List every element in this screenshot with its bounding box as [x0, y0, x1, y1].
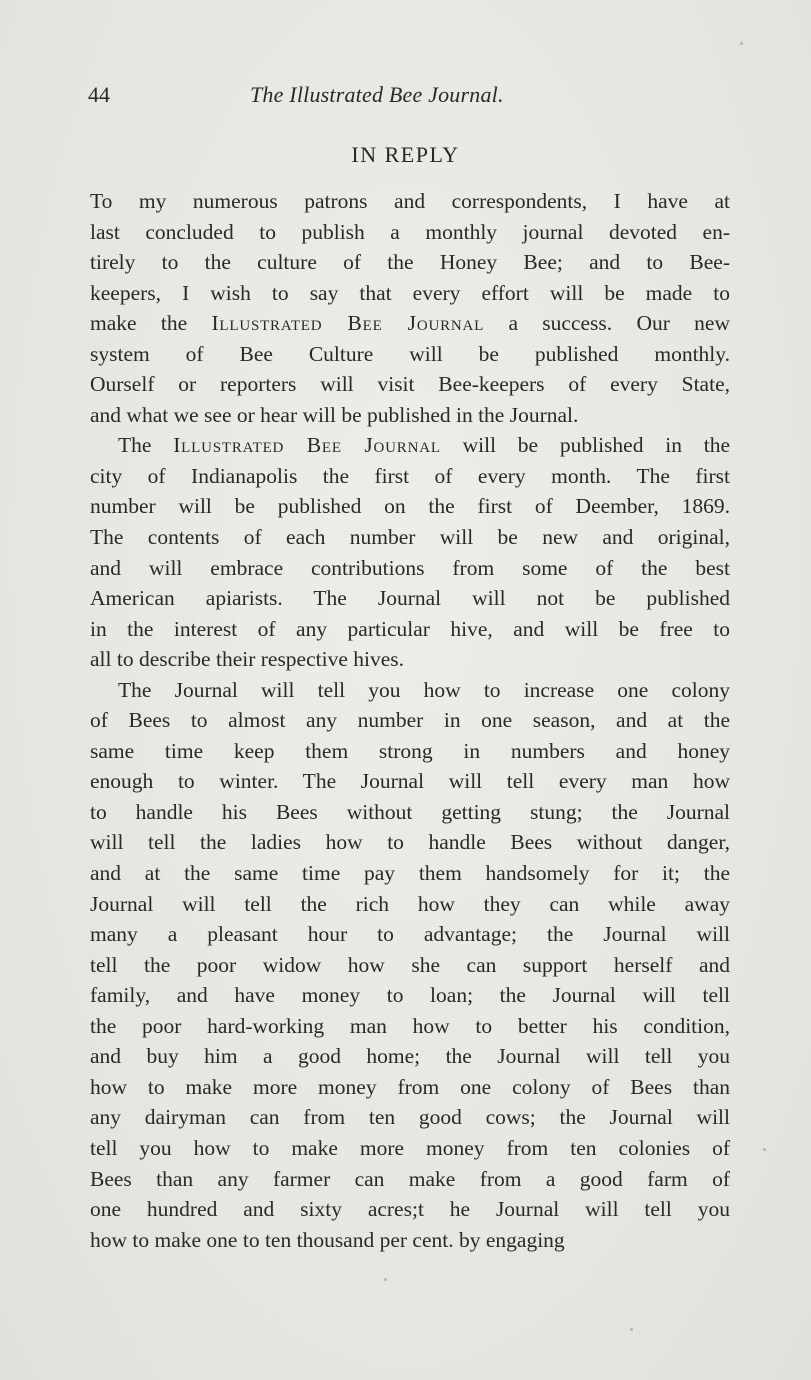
text-line — [90, 369, 730, 400]
text-line — [90, 1133, 730, 1164]
text-segment: any dairyman can from ten good cows; the Journal will — [90, 1105, 730, 1130]
text-segment: American apiarists. The Journal will not be published — [90, 586, 730, 611]
paper-speck — [740, 42, 743, 45]
text-line — [90, 858, 730, 889]
text-segment: number will be published on the first of Deember, 1869. — [90, 494, 730, 519]
paper-speck — [384, 1278, 387, 1281]
page-header — [88, 82, 728, 112]
running-title: The Illustrated Bee Journal. — [250, 82, 504, 107]
text-segment: Journal will tell the rich how they can while away — [90, 891, 730, 916]
text-line — [90, 889, 730, 920]
text-line — [90, 491, 730, 522]
text-segment: enough to winter. The Journal will tell every man how — [90, 769, 730, 794]
text-segment: the poor hard-working man how to better his condition, — [90, 1013, 730, 1038]
text-segment: tirely to the culture of the Honey Bee; and to Bee- — [90, 250, 730, 275]
text-line — [90, 400, 730, 431]
text-line — [90, 522, 730, 553]
text-segment: The contents of each number will be new and original, — [90, 525, 730, 550]
text-segment: how to make one to ten thousand per cent. by engaging — [90, 1227, 565, 1252]
text-segment: in the interest of any particular hive, and will be free to — [90, 616, 730, 641]
text-segment: and buy him a good home; the Journal will tell you — [90, 1044, 730, 1069]
text-segment: all to describe their respective hives. — [90, 647, 405, 672]
section-title: IN REPLY — [351, 142, 460, 167]
text-line — [90, 1072, 730, 1103]
text-segment: and what we see or hear will be published in the Journal. — [90, 402, 579, 427]
text-segment: will be published in the — [440, 433, 730, 458]
text-segment: last concluded to publish a monthly journal devoted en- — [90, 219, 730, 244]
text-line — [90, 950, 730, 981]
text-line — [90, 1102, 730, 1133]
paragraph — [90, 430, 730, 674]
text-line — [90, 766, 730, 797]
text-segment: of Bees to almost any number in one season, and at the — [90, 708, 730, 733]
text-line — [90, 1011, 730, 1042]
text-line — [90, 247, 730, 278]
text-line — [90, 1225, 730, 1256]
text-segment: same time keep them strong in numbers and honey — [90, 738, 730, 763]
text-segment: tell you how to make more money from ten colonies of — [90, 1135, 730, 1160]
text-line — [90, 553, 730, 584]
text-line — [90, 614, 730, 645]
text-segment: one hundred and sixty acres;t he Journal will tell you — [90, 1197, 730, 1222]
text-line — [90, 1164, 730, 1195]
text-line — [90, 278, 730, 309]
text-line — [90, 827, 730, 858]
text-segment: system of Bee Culture will be published monthly. — [90, 341, 730, 366]
text-segment: make the — [90, 311, 212, 336]
text-line — [90, 644, 730, 675]
text-line — [90, 675, 730, 706]
text-line — [90, 736, 730, 767]
journal-name-smallcaps: Illustrated Bee Journal — [173, 433, 441, 458]
text-segment: will tell the ladies how to handle Bees without danger, — [90, 830, 730, 855]
text-segment: family, and have money to loan; the Journal will tell — [90, 983, 730, 1008]
paper-speck — [763, 1148, 766, 1151]
text-line — [90, 461, 730, 492]
paper-speck — [630, 1328, 633, 1331]
journal-name-smallcaps: Illustrated Bee Journal — [211, 311, 485, 336]
text-line — [90, 980, 730, 1011]
text-segment: Bees than any farmer can make from a good farm of — [90, 1166, 730, 1191]
text-segment: city of Indianapolis the first of every month. The first — [90, 463, 730, 488]
text-line — [90, 1194, 730, 1225]
text-line — [90, 186, 730, 217]
text-segment: tell the poor widow how she can support herself and — [90, 952, 730, 977]
text-line — [90, 1041, 730, 1072]
text-segment: and at the same time pay them handsomely for it; the — [90, 861, 730, 886]
text-line — [90, 430, 730, 461]
text-segment: The Journal will tell you how to increase one colony — [118, 677, 730, 702]
text-segment: keepers, I wish to say that every effort will be made to — [90, 280, 730, 305]
text-segment: many a pleasant hour to advantage; the Journal will — [90, 922, 730, 947]
page-number: 44 — [88, 82, 110, 107]
text-segment: a success. Our new — [484, 311, 731, 336]
text-segment: To my numerous patrons and correspondents, I have at — [90, 189, 730, 213]
text-line — [90, 217, 730, 248]
article-body — [90, 186, 730, 1255]
text-segment: to handle his Bees without getting stung; the Journal — [90, 799, 730, 824]
text-line — [90, 797, 730, 828]
text-line — [90, 339, 730, 370]
text-line — [90, 308, 730, 339]
paragraph — [90, 675, 730, 1255]
text-line — [90, 919, 730, 950]
text-segment: Ourself or reporters will visit Bee-keepers of every State, — [90, 372, 730, 397]
text-segment: how to make more money from one colony of Bees than — [90, 1074, 730, 1099]
text-segment: The — [118, 433, 174, 458]
text-line — [90, 705, 730, 736]
text-segment: and will embrace contributions from some of the best — [90, 555, 730, 580]
text-line — [90, 583, 730, 614]
paragraph — [90, 186, 730, 430]
